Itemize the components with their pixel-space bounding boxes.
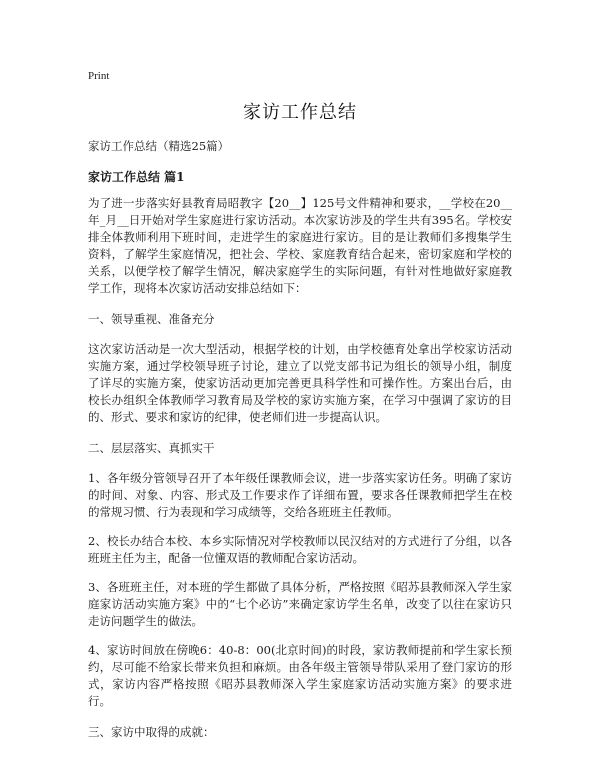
paragraph-item-1: 1、各年级分管领导召开了本年级任课教师会议，进一步落实家访任务。明确了家访的时间、对象、内容、形式及工作要求作了详细布置，要求各任课教师把学生在校的常规习惯、行为表现和学习成绩等，交给各班班主任教师。: [88, 471, 512, 519]
paragraph-leadership: 这次家访活动是一次大型活动，根据学校的计划，由学校德育处拿出学校家访活动实施方案，通过学校领导班子讨论，建立了以党支部书记为组长的领导小组，制度了详尽的实施方案，使家访活动更加完善更具科学性和可操作性。方案出台后，由校长办组织全体教师学习教育局及学校的家访实施方案，在学习中强调了家访的目的、形式、要求和家访的纪律，使老师们进一步提高认识。: [88, 342, 512, 424]
intro-paragraph: 为了进一步落实好县教育局昭教字【20__】125号文件精神和要求，__学校在20__年_月__日开始对学生家庭进行家访活动。本次家访涉及的学生共有395名。学校安排全体教师利用下班时间，走进学生的家庭进行家访。目的是让教师们多搜集学生资料，了解学生家庭情况，把社会、学校、家庭教育结合起来，密切家庭和学校的关系，以便学校了解学生情况，解决家庭学生的实际问题，有针对性地做好家庭教学工作，现将本次家访活动安排总结如下：: [88, 196, 512, 295]
paragraph-item-2: 2、校长办结合本校、本乡实际情况对学校教师以民汉结对的方式进行了分组，以各班班主任为主，配备一位懂双语的教师配合家访活动。: [88, 534, 512, 565]
paragraph-item-3: 3、各班班主任，对本班的学生都做了具体分析，严格按照《昭苏县教师深入学生家庭家访活动实施方案》中的“七个必访”来确定家访学生名单，改变了以往在家访只走访问题学生的做法。: [88, 580, 512, 628]
paragraph-item-4: 4、家访时间放在傍晚6：40-8：00(北京时间)的时段，家访教师提前和学生家长预约，尽可能不给家长带来负担和麻烦。由各年级主管领导带队采用了登门家访的形式，家访内容严格按照《昭苏县教师深入学生家庭家访活动实施方案》的要求进行。: [88, 643, 512, 708]
heading-implementation: 二、层层落实、真抓实干: [88, 441, 215, 455]
document-title: 家访工作总结: [243, 102, 357, 123]
heading-achievements: 三、家访中取得的成就：: [88, 725, 215, 739]
section-title: 家访工作总结 篇1: [88, 170, 185, 184]
document-subtitle: 家访工作总结（精选25篇）: [88, 139, 230, 153]
heading-leadership: 一、领导重视、准备充分: [88, 312, 215, 326]
print-label: Print: [88, 70, 110, 82]
